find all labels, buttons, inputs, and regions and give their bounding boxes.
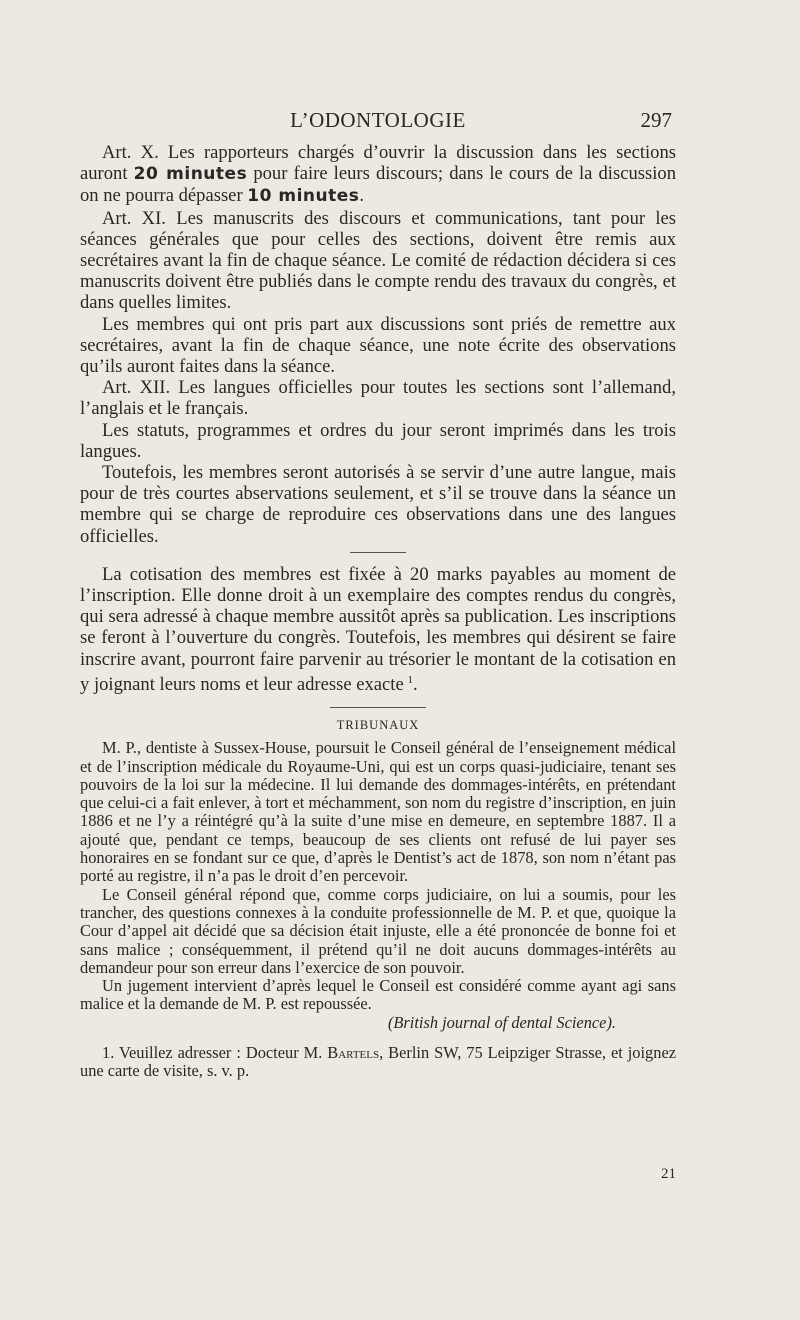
article-xii: Art. XII. Les langues officielles pour toutes les sections sont l’allemand, l’anglais et le français. [80,377,676,420]
page-number: 297 [640,108,672,132]
divider [350,552,406,553]
languages-paragraph: Toutefois, les membres seront autorisés à se servir d’une autre langue, mais pour de très courtes abservations seulement, et s’il se trouve dans la séance un membre qui se charge de reproduire ces observations dans une des langues officielles. [80,462,676,547]
footnote-ref: 1 [407,673,413,686]
section-title: TRIBUNAUX [336,718,420,733]
signature-mark: 21 [661,1166,676,1182]
tribunaux-paragraph-2: Le Conseil général répond que, comme corps judiciaire, on lui a soumis, pour les trancher, des questions connexes à la conduite professionnelle de M. P. et que, quoique la Cour d’appel ait décidé que sa décision était injuste, elle a été prononcée de bonne foi et sans malice ; conséquemment, il prétend qu’il ne doit aucuns dommages-intérêts au demandeur pour son erreur dans l’exercice de son pouvoir. [80,884,676,977]
running-header [80,108,676,136]
article-x: Art. X. Les rapporteurs chargés d’ouvrir la discussion dans les sections auront 20 minutes pour faire leurs discours; dans le cours de la discussion on ne pourra dépasser 10 minutes. [80,142,676,207]
statutes-paragraph: Les statuts, programmes et ordres du jour seront imprimés dans les trois langues. [80,419,676,462]
footnote [80,1044,676,1081]
tribunaux-paragraph-3: Un jugement intervient d’après lequel le Conseil est considéré comme ayant agi sans malice et la demande de M. P. est repoussée. [80,976,676,1014]
journal-title: L’ODONTOLOGIE [290,108,466,132]
tribunaux-paragraph-1: M. P., dentiste à Sussex-House, poursuit le Conseil général de l’enseignement médical et de l’inscription médicale du Royaume-Uni, qui est un corps quasi-judiciaire, tenant ses pouvoirs de la loi sur la médecine. Il lui demande des dommages-intérêts, en prétendant que celui-ci a fait enlever, à tort et méchamment, son nom du registre d’inscription, en juin 1886 et ne l’y a réintégré qu’à la suite d’une mise en demeure, en septembre 1887. Il a ajouté que, pendant ce temps, beaucoup de ses clients ont refusé de lui payer ses honoraires en se fondant sur ce que, d’après le Dentist’s act de 1878, son nom n’étant pas porté au registre, il n’a pas le droit d’en percevoir. [80,738,676,886]
footnote-name: Bartels [327,1043,380,1063]
bold-duration-2: 10 minutes [247,186,360,207]
divider [330,707,426,708]
tribunaux-section [80,739,676,1032]
regulations-section [80,142,676,695]
footnote-text: 1. Veuillez adresser : Docteur M. Bartels, Berlin SW, 75 Leipziger Strasse, et joignez une carte de visite, s. v. p. [80,1043,676,1081]
article-xi: Art. XI. Les manuscrits des discours et communications, tant pour les séances générales que pour celles des sections, doivent être remis aux secrétaires avant la fin de chaque séance. Le comité de rédaction décidera si ces manuscrits doivent être publiés dans le compte rendu des travaux du congrès, et dans quelles limites. [80,207,676,314]
bold-duration-1: 20 minutes [133,164,248,185]
members-paragraph: Les membres qui ont pris part aux discussions sont priés de remettre aux secrétaires, avant la fin de chaque séance, une note écrite des observations qu’ils auront faites dans la séance. [80,313,676,378]
source-citation: (British journal of dental Science). [387,1012,616,1032]
cotisation-paragraph: La cotisation des membres est fixée à 20 marks payables au moment de l’inscription. Elle donne droit à un exemplaire des comptes rendus du congrès, qui sera adressé à chaque membre aussitôt après sa publication. Les inscriptions se feront à l’ouverture du congrès. Toutefois, les membres qui désirent se faire inscrire avant, pourront faire parvenir au trésorier le montant de la cotisation en y joignant leurs noms et leur adresse exacte $^1$. [80,563,676,696]
page-body [80,142,676,1081]
